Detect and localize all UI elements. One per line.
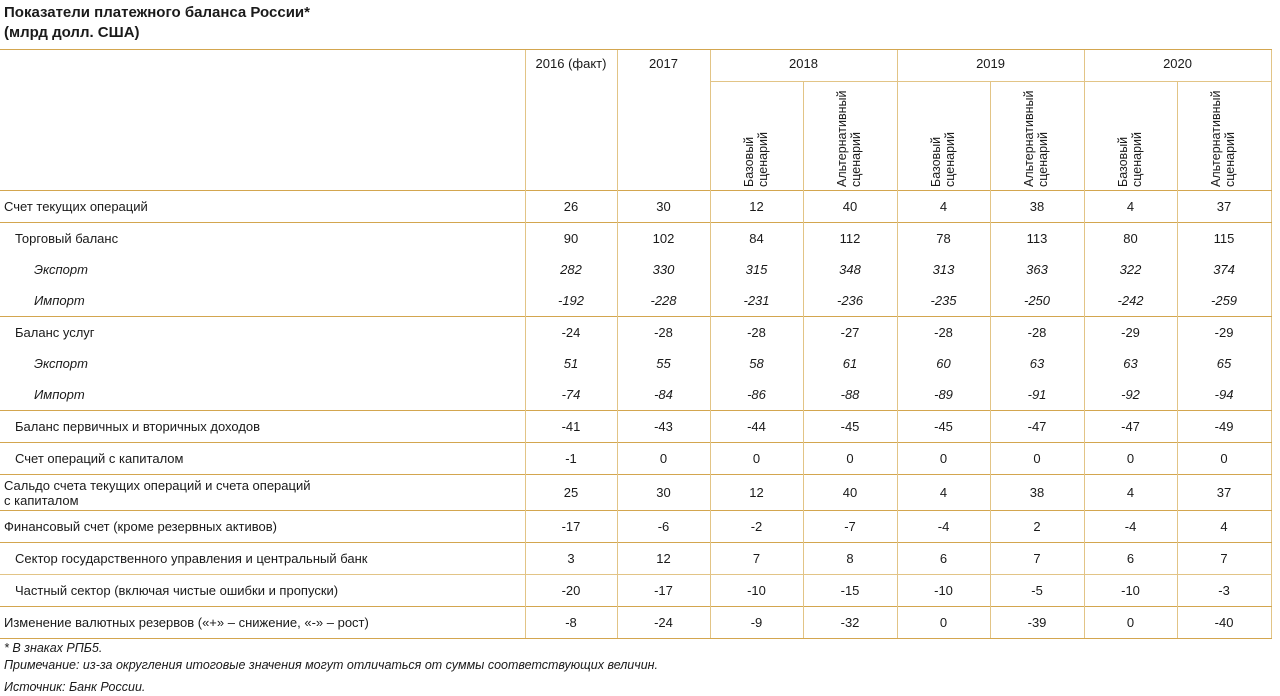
row-label xyxy=(0,543,525,575)
value-cell: -45 xyxy=(897,411,990,443)
header-2019-base xyxy=(897,82,990,191)
header-2017: 2017 xyxy=(617,50,710,191)
value-cell: -29 xyxy=(1177,317,1271,349)
value-cell: -32 xyxy=(803,607,897,639)
row-label xyxy=(0,575,525,607)
value-cell: 12 xyxy=(710,475,803,511)
value-cell: -92 xyxy=(1084,379,1177,411)
value-cell: -242 xyxy=(1084,285,1177,317)
table-row xyxy=(0,254,1271,285)
row-label-text: Экспорт xyxy=(34,262,88,277)
row-label-text: Финансовый счет (кроме резервных активов) xyxy=(4,519,277,534)
row-label-text: Частный сектор (включая чистые ошибки и пропуски) xyxy=(15,583,339,598)
row-label-text: Баланс первичных и вторичных доходов xyxy=(15,419,261,434)
value-cell: 348 xyxy=(803,254,897,285)
value-cell: 0 xyxy=(897,443,990,475)
value-cell: 313 xyxy=(897,254,990,285)
value-cell: -47 xyxy=(990,411,1084,443)
value-cell: 38 xyxy=(990,191,1084,223)
row-label-text-line2: с капиталом xyxy=(4,492,79,508)
row-label xyxy=(0,443,525,475)
scenario-label: Базовый сценарий xyxy=(1115,132,1144,187)
table-row xyxy=(0,317,1271,349)
value-cell: 55 xyxy=(617,348,710,379)
header-2020-alt xyxy=(1177,82,1271,191)
value-cell: 40 xyxy=(803,475,897,511)
value-cell: -24 xyxy=(617,607,710,639)
value-cell: 330 xyxy=(617,254,710,285)
row-label-text: Импорт xyxy=(34,293,85,308)
row-label xyxy=(0,607,525,639)
row-label xyxy=(0,348,525,379)
value-cell: 0 xyxy=(1177,443,1271,475)
row-label xyxy=(0,223,525,255)
value-cell: -40 xyxy=(1177,607,1271,639)
header-2018-alt xyxy=(803,82,897,191)
value-cell: -41 xyxy=(525,411,617,443)
row-label-text: Счет текущих операций xyxy=(4,199,148,214)
value-cell: 51 xyxy=(525,348,617,379)
row-label-text: Счет операций с капиталом xyxy=(15,451,184,466)
row-label-text: Экспорт xyxy=(34,356,88,371)
value-cell: -5 xyxy=(990,575,1084,607)
value-cell: 0 xyxy=(990,443,1084,475)
row-label xyxy=(0,317,525,349)
value-cell: 4 xyxy=(1084,191,1177,223)
value-cell: 7 xyxy=(990,543,1084,575)
value-cell: 7 xyxy=(1177,543,1271,575)
value-cell: -8 xyxy=(525,607,617,639)
table-row xyxy=(0,191,1271,223)
value-cell: -4 xyxy=(1084,511,1177,543)
table-row xyxy=(0,379,1271,411)
header-2020: 2020 xyxy=(1084,50,1271,82)
value-cell: 113 xyxy=(990,223,1084,255)
header-2019: 2019 xyxy=(897,50,1084,82)
header-row-years xyxy=(0,50,1271,82)
table-row xyxy=(0,607,1271,639)
value-cell: -4 xyxy=(897,511,990,543)
value-cell: 4 xyxy=(897,475,990,511)
value-cell: -7 xyxy=(803,511,897,543)
value-cell: 12 xyxy=(617,543,710,575)
value-cell: 63 xyxy=(990,348,1084,379)
row-label-text: Баланс услуг xyxy=(15,325,95,340)
value-cell: 115 xyxy=(1177,223,1271,255)
value-cell: 0 xyxy=(710,443,803,475)
value-cell: 112 xyxy=(803,223,897,255)
scenario-label: Альтернативный сценарий xyxy=(1022,90,1051,187)
value-cell: 0 xyxy=(1084,607,1177,639)
row-label-text: Изменение валютных резервов («+» – снижение, «-» – рост) xyxy=(4,615,369,630)
value-cell: -17 xyxy=(617,575,710,607)
row-label xyxy=(0,285,525,317)
value-cell: -86 xyxy=(710,379,803,411)
value-cell: -228 xyxy=(617,285,710,317)
table-row xyxy=(0,475,1271,511)
value-cell: 26 xyxy=(525,191,617,223)
row-label xyxy=(0,475,525,511)
value-cell: -44 xyxy=(710,411,803,443)
header-2018-base xyxy=(710,82,803,191)
value-cell: -45 xyxy=(803,411,897,443)
value-cell: -29 xyxy=(1084,317,1177,349)
value-cell: -28 xyxy=(710,317,803,349)
value-cell: 12 xyxy=(710,191,803,223)
value-cell: -1 xyxy=(525,443,617,475)
scenario-label: Альтернативный сценарий xyxy=(835,90,863,187)
value-cell: -84 xyxy=(617,379,710,411)
row-label-text: Импорт xyxy=(34,387,85,402)
value-cell: -6 xyxy=(617,511,710,543)
value-cell: 8 xyxy=(803,543,897,575)
value-cell: 90 xyxy=(525,223,617,255)
value-cell: -250 xyxy=(990,285,1084,317)
row-label xyxy=(0,254,525,285)
value-cell: -10 xyxy=(897,575,990,607)
value-cell: 37 xyxy=(1177,475,1271,511)
title-line-1: Показатели платежного баланса России* xyxy=(4,4,310,21)
table-row xyxy=(0,285,1271,317)
table-body xyxy=(0,191,1271,639)
value-cell: -9 xyxy=(710,607,803,639)
row-label-text: Торговый баланс xyxy=(15,231,119,246)
value-cell: -89 xyxy=(897,379,990,411)
value-cell: -15 xyxy=(803,575,897,607)
value-cell: 0 xyxy=(803,443,897,475)
value-cell: -17 xyxy=(525,511,617,543)
value-cell: 2 xyxy=(990,511,1084,543)
row-label xyxy=(0,411,525,443)
value-cell: -236 xyxy=(803,285,897,317)
table-row xyxy=(0,443,1271,475)
value-cell: 58 xyxy=(710,348,803,379)
table-row xyxy=(0,511,1271,543)
value-cell: 3 xyxy=(525,543,617,575)
scenario-label: Базовый сценарий xyxy=(928,132,957,187)
value-cell: 0 xyxy=(617,443,710,475)
value-cell: -28 xyxy=(897,317,990,349)
value-cell: -24 xyxy=(525,317,617,349)
value-cell: -3 xyxy=(1177,575,1271,607)
value-cell: -192 xyxy=(525,285,617,317)
value-cell: 4 xyxy=(1084,475,1177,511)
row-label-text: Сальдо счета текущих операций и счета операций xyxy=(4,477,311,493)
value-cell: 363 xyxy=(990,254,1084,285)
table-title xyxy=(4,3,310,43)
value-cell: 30 xyxy=(617,191,710,223)
value-cell: 40 xyxy=(803,191,897,223)
value-cell: 315 xyxy=(710,254,803,285)
value-cell: 0 xyxy=(897,607,990,639)
value-cell: -10 xyxy=(710,575,803,607)
row-label xyxy=(0,191,525,223)
scenario-label: Альтернативный сценарий xyxy=(1209,90,1238,187)
title-line-2: (млрд долл. США) xyxy=(4,24,140,41)
value-cell: 60 xyxy=(897,348,990,379)
value-cell: 38 xyxy=(990,475,1084,511)
table-row xyxy=(0,223,1271,255)
row-label xyxy=(0,379,525,411)
value-cell: 0 xyxy=(1084,443,1177,475)
table-row xyxy=(0,411,1271,443)
value-cell: 37 xyxy=(1177,191,1271,223)
value-cell: 6 xyxy=(897,543,990,575)
footnote-star: * В знаках РПБ5. xyxy=(4,641,103,655)
value-cell: -91 xyxy=(990,379,1084,411)
value-cell: 282 xyxy=(525,254,617,285)
value-cell: -47 xyxy=(1084,411,1177,443)
header-label-cell xyxy=(0,50,525,191)
value-cell: 61 xyxy=(803,348,897,379)
table-row xyxy=(0,575,1271,607)
value-cell: -27 xyxy=(803,317,897,349)
value-cell: -28 xyxy=(617,317,710,349)
value-cell: -2 xyxy=(710,511,803,543)
value-cell: -20 xyxy=(525,575,617,607)
value-cell: 30 xyxy=(617,475,710,511)
value-cell: -231 xyxy=(710,285,803,317)
value-cell: -43 xyxy=(617,411,710,443)
value-cell: 65 xyxy=(1177,348,1271,379)
value-cell: -88 xyxy=(803,379,897,411)
table-row xyxy=(0,348,1271,379)
value-cell: -74 xyxy=(525,379,617,411)
row-label-text: Сектор государственного управления и центральный банк xyxy=(15,551,368,566)
header-2018: 2018 xyxy=(710,50,897,82)
row-label xyxy=(0,511,525,543)
value-cell: -235 xyxy=(897,285,990,317)
footnote-source: Источник: Банк России. xyxy=(4,680,146,694)
value-cell: -28 xyxy=(990,317,1084,349)
scenario-label: Базовый сценарий xyxy=(741,132,770,187)
value-cell: 80 xyxy=(1084,223,1177,255)
header-2016: 2016 (факт) xyxy=(525,50,617,191)
table-row xyxy=(0,543,1271,575)
value-cell: 322 xyxy=(1084,254,1177,285)
value-cell: 63 xyxy=(1084,348,1177,379)
value-cell: 374 xyxy=(1177,254,1271,285)
footnote-note: Примечание: из-за округления итоговые значения могут отличаться от суммы соответствующих величин. xyxy=(4,658,659,672)
value-cell: -94 xyxy=(1177,379,1271,411)
value-cell: 78 xyxy=(897,223,990,255)
value-cell: 6 xyxy=(1084,543,1177,575)
value-cell: -49 xyxy=(1177,411,1271,443)
value-cell: 25 xyxy=(525,475,617,511)
value-cell: -259 xyxy=(1177,285,1271,317)
value-cell: 102 xyxy=(617,223,710,255)
value-cell: 4 xyxy=(897,191,990,223)
balance-of-payments-table xyxy=(0,49,1272,639)
value-cell: -39 xyxy=(990,607,1084,639)
header-2020-base xyxy=(1084,82,1177,191)
value-cell: 84 xyxy=(710,223,803,255)
value-cell: 4 xyxy=(1177,511,1271,543)
value-cell: -10 xyxy=(1084,575,1177,607)
header-2019-alt xyxy=(990,82,1084,191)
value-cell: 7 xyxy=(710,543,803,575)
